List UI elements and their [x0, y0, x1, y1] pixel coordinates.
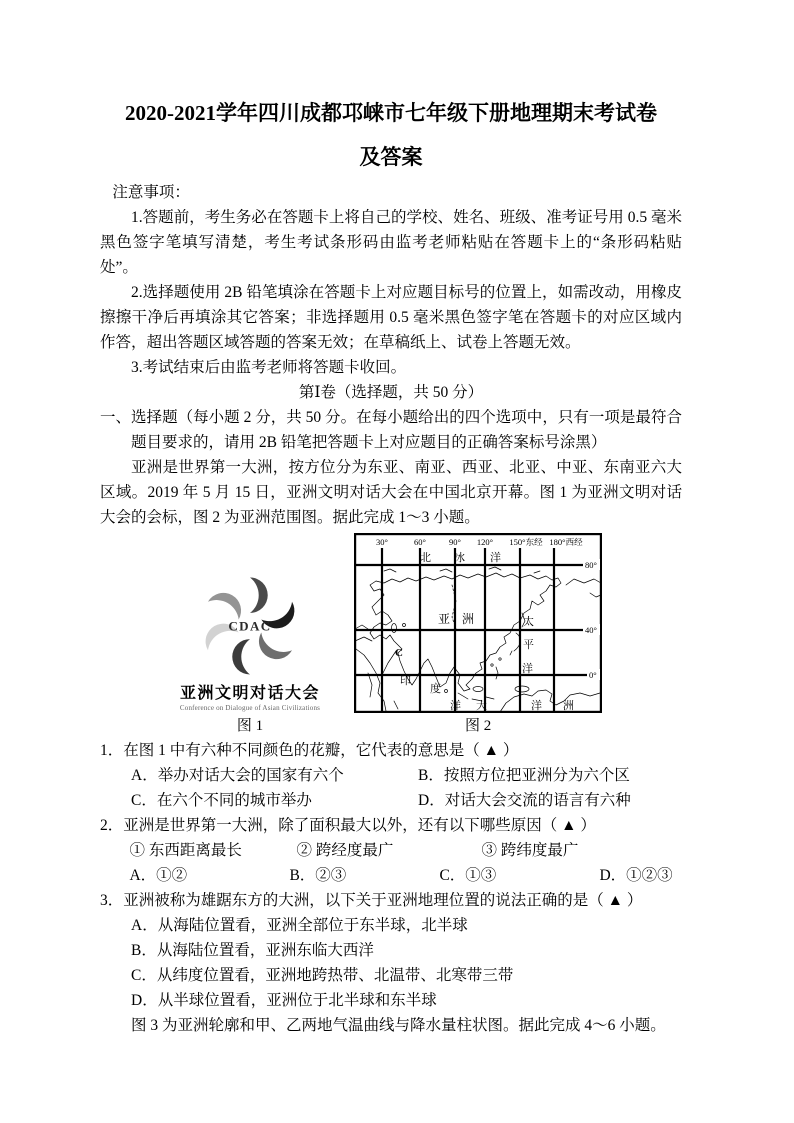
arctic-ocean-label-1: 北 — [420, 552, 432, 564]
latitude-label-40: 40° — [585, 625, 598, 635]
question-2-subitems — [100, 838, 682, 863]
asia-map — [354, 533, 602, 713]
coast-mediterranean — [355, 637, 372, 641]
figure-2 — [354, 533, 602, 736]
pacific-ocean-label-2: 平 — [523, 639, 535, 651]
arctic-ocean-label-2: 冰 — [454, 552, 466, 564]
figure-1 — [180, 570, 320, 736]
logo-petal-3 — [252, 633, 292, 666]
hainan-island — [491, 664, 493, 666]
passage-asia: 亚洲是世界第一大洲，按方位分为东亚、南亚、西亚、北亚、中亚、东南亚六大区域。2019 年 5 月 15 日，亚洲文明对话大会在中国北京开幕。图 1 为亚洲文明对话大会的会标，图 2 为亚洲范围图。据此完成 1～3 小题。 — [100, 459, 682, 526]
coast-baltic — [355, 625, 368, 629]
figure-2-caption: 图 2 — [464, 718, 492, 734]
map-coastlines — [355, 567, 601, 712]
asia-label-1: 亚 — [438, 612, 451, 626]
coast-red-sea — [382, 651, 396, 675]
coast-australia — [500, 690, 600, 712]
question-2 — [100, 813, 682, 888]
arctic-islands — [384, 567, 540, 573]
question-1-option-c: C．在六个不同的城市举办 — [131, 792, 312, 809]
logo-acronym-text: CDAC — [228, 618, 272, 634]
question-2-option-c: C．①③ — [439, 867, 497, 884]
longitude-label-120: 120° — [477, 537, 494, 547]
logo-petal-4 — [232, 639, 250, 674]
latitude-label-0: 0° — [589, 670, 597, 680]
question-2-subitem-1: ① 东西距离最长 — [129, 842, 242, 859]
question-2-option-a: A．①② — [129, 867, 188, 884]
question-1-option-d: D．对话大会交流的语言有六种 — [418, 792, 631, 809]
madagascar-island — [394, 701, 398, 709]
figure-row — [100, 533, 682, 736]
pacific-ocean-label-3: 洋 — [522, 663, 534, 675]
question-1-option-b: B．按照方位把亚洲分为六个区 — [418, 767, 630, 784]
question-1-options — [100, 763, 682, 813]
document-title-line1: 2020-2021学年四川成都邛崃市七年级下册地理期末考试卷 — [125, 101, 657, 125]
indian-ocean-label-2: 度 — [430, 683, 442, 695]
longitude-label-180: 180°西经 — [549, 537, 583, 547]
point-c-label: C — [395, 647, 404, 659]
coast-alaska — [566, 579, 601, 597]
logo-petal-6 — [208, 586, 248, 619]
indian-ocean-label-3: 洋 — [450, 700, 462, 712]
question-2-option-b: B．②③ — [289, 867, 347, 884]
question-2-stem: 2．亚洲是世界第一大洲，除了面积最大以外，还有以下哪些原因（ ▲ ） — [100, 817, 596, 834]
borneo-island — [473, 687, 483, 692]
question-2-option-d: D．①②③ — [599, 867, 673, 884]
question-1-stem: 1．在图 1 中有六种不同颜色的花瓣，它代表的意思是（ ▲ ） — [100, 742, 519, 759]
sri-lanka-island — [445, 690, 448, 693]
notice-item-3: 3.考试结束后由监考老师将答题卡收回。 — [131, 359, 407, 376]
asia-label-2: 洲 — [462, 612, 475, 626]
oceania-label-3: 洲 — [563, 700, 575, 712]
philippines-islands — [496, 667, 498, 679]
aral-sea — [403, 624, 406, 627]
oceania-label-2: 洋 — [531, 700, 543, 712]
question-3-stem: 3．亚洲被称为雄踞东方的大洲，以下关于亚洲地理位置的说法正确的是（ ▲ ） — [100, 892, 643, 909]
longitude-labels — [376, 537, 583, 547]
latitude-labels — [583, 559, 600, 680]
caspian-sea — [392, 624, 397, 633]
longitude-label-60: 60° — [414, 537, 427, 547]
question-2-subitem-3: ③ 跨纬度最广 — [481, 842, 579, 859]
cdac-logo — [194, 570, 306, 682]
question-3-option-d: D．从半球位置看，亚洲位于北半球和东半球 — [131, 992, 437, 1009]
question-2-subitem-2: ② 跨经度最广 — [296, 842, 394, 859]
latitude-label-80: 80° — [585, 560, 598, 570]
longitude-label-90: 90° — [449, 537, 462, 547]
arctic-ocean-label-3: 洋 — [490, 552, 502, 564]
oceania-label-1: 大 — [476, 700, 488, 712]
section-heading: 第Ⅰ卷（选择题，共 50 分） — [298, 384, 484, 401]
longitude-label-150: 150°东经 — [509, 537, 543, 547]
longitude-label-30: 30° — [376, 537, 389, 547]
question-3-option-b: B．从海陆位置看，亚洲东临大西洋 — [131, 942, 374, 959]
question-2-options — [100, 863, 682, 888]
taiwan-island — [499, 658, 501, 660]
japan-islands — [510, 633, 520, 655]
map-frame — [355, 534, 601, 712]
notice-item-2: 2.选择题使用 2B 铅笔填涂在答题卡上对应题目标号的位置上，如需改动，用橡皮擦擦干净后再填涂其它答案；非选择题用 0.5 毫米黑色签字笔在答题卡的对应区域内作答，超出答题区域答题的答案无效；在草稿纸上、试卷上答题无效。 — [100, 284, 682, 351]
notice-item-1: 1.答题前，考生务必在答题卡上将自己的学校、姓名、班级、准考证号用 0.5 毫米黑色签字笔填写清楚，考生考试条形码由监考老师粘贴在答题卡上的“条形码粘贴处”。 — [100, 209, 682, 276]
new-guinea-island — [515, 686, 529, 692]
question-3 — [100, 888, 682, 1038]
document-title-line2: 及答案 — [359, 145, 423, 169]
nile-line — [368, 673, 372, 697]
passage-figure-3-intro: 图 3 为亚洲轮廓和甲、乙两地气温曲线与降水量柱状图。据此完成 4～6 小题。 — [131, 1017, 666, 1034]
logo-title: 亚洲文明对话大会 — [179, 685, 320, 702]
logo-subtitle: Conference on Dialogue of Asian Civilizations — [179, 704, 321, 712]
question-1 — [100, 738, 682, 813]
indian-ocean-label-1: 印 — [400, 675, 412, 687]
figure-1-caption: 图 1 — [236, 718, 264, 734]
logo-petal-1 — [250, 577, 268, 612]
notice-heading: 注意事项： — [112, 184, 190, 201]
question-3-option-c: C．从纬度位置看，亚洲地跨热带、北温带、北寒带三带 — [131, 967, 514, 984]
pacific-ocean-label-1: 太 — [523, 616, 535, 628]
section-instructions: 一、选择题（每小题 2 分，共 50 分。在每小题给出的四个选项中，只有一项是最符合题目要求的，请用 2B 铅笔把答题卡上对应题目的正确答案标号涂黑） — [100, 409, 682, 451]
question-3-option-a: A．从海陆位置看，亚洲全部位于东半球，北半球 — [131, 917, 468, 934]
question-1-option-a: A．举办对话大会的国家有六个 — [131, 767, 344, 784]
